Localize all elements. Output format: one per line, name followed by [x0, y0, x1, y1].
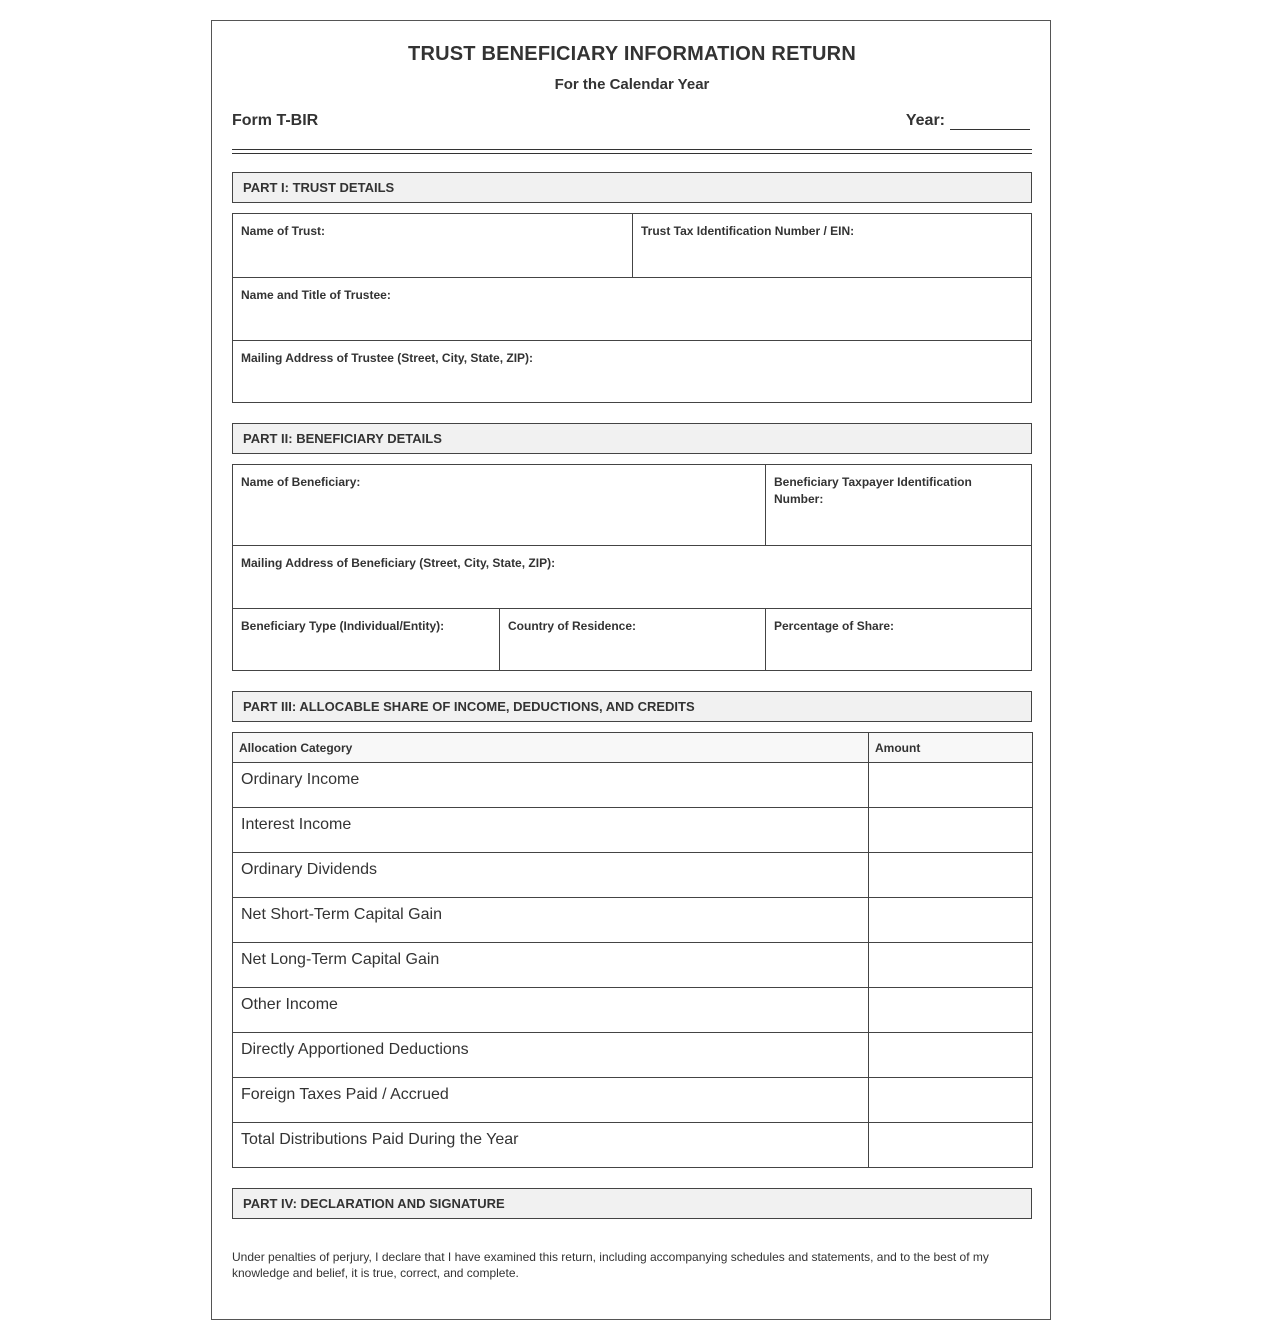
declaration-text: Under penalties of perjury, I declare that I have examined this return, including accompanying schedules and statements, and to the best of my knowledge and belief, it is true, correct, and complete. — [232, 1250, 989, 1280]
amount-cell[interactable] — [869, 808, 1033, 853]
allocation-category: Directly Apportioned Deductions — [233, 1033, 869, 1078]
allocation-category: Total Distributions Paid During the Year — [233, 1123, 869, 1168]
trustee-name-field[interactable] — [233, 278, 1031, 340]
form-page — [211, 20, 1051, 1320]
share-percentage-field[interactable] — [765, 609, 1031, 670]
part1-row — [233, 340, 1031, 402]
beneficiary-tin-label: Beneficiary Taxpayer Identification Number: — [774, 475, 972, 506]
part1-row — [233, 214, 1031, 277]
allocation-category: Net Short-Term Capital Gain — [233, 898, 869, 943]
trust-ein-field[interactable] — [632, 214, 1031, 277]
year-field — [906, 112, 1030, 130]
part3-heading: PART III: ALLOCABLE SHARE OF INCOME, DEDUCTIONS, AND CREDITS — [232, 691, 1032, 722]
part2-heading: PART II: BENEFICIARY DETAILS — [232, 423, 1032, 454]
part2-row — [233, 608, 1031, 670]
beneficiary-address-field[interactable] — [233, 546, 1031, 608]
amount-cell[interactable] — [869, 898, 1033, 943]
beneficiary-address-label: Mailing Address of Beneficiary (Street, City, State, ZIP): — [241, 556, 556, 570]
amount-cell[interactable] — [869, 763, 1033, 808]
table-row — [233, 898, 1033, 943]
part2-row — [233, 465, 1031, 545]
table-row — [233, 808, 1033, 853]
table-row — [233, 853, 1033, 898]
table-row — [233, 1123, 1033, 1168]
table-row — [233, 1033, 1033, 1078]
allocation-category: Interest Income — [233, 808, 869, 853]
beneficiary-name-field[interactable] — [233, 465, 765, 545]
beneficiary-type-label: Beneficiary Type (Individual/Entity): — [241, 619, 445, 633]
amount-cell[interactable] — [869, 943, 1033, 988]
amount-cell[interactable] — [869, 1123, 1033, 1168]
form-title: TRUST BENEFICIARY INFORMATION RETURN — [408, 43, 856, 65]
form-subtitle: For the Calendar Year — [554, 76, 710, 93]
part2-grid — [232, 464, 1032, 671]
table-row — [233, 988, 1033, 1033]
part4-heading: PART IV: DECLARATION AND SIGNATURE — [232, 1188, 1032, 1219]
trustee-name-label: Name and Title of Trustee: — [241, 288, 391, 302]
amount-cell[interactable] — [869, 1078, 1033, 1123]
allocation-table — [232, 732, 1033, 1168]
country-label: Country of Residence: — [508, 619, 637, 633]
allocation-category: Ordinary Income — [233, 763, 869, 808]
table-row — [233, 943, 1033, 988]
trustee-address-field[interactable] — [233, 341, 1031, 402]
trust-name-field[interactable] — [233, 214, 632, 277]
trust-ein-label: Trust Tax Identification Number / EIN: — [641, 224, 855, 238]
table-header-row — [233, 733, 1033, 763]
trust-name-label: Name of Trust: — [241, 224, 326, 238]
allocation-category: Net Long-Term Capital Gain — [233, 943, 869, 988]
table-row — [233, 763, 1033, 808]
country-field[interactable] — [499, 609, 765, 670]
allocation-category: Foreign Taxes Paid / Accrued — [233, 1078, 869, 1123]
form-id: Form T-BIR — [232, 112, 319, 129]
amount-cell[interactable] — [869, 988, 1033, 1033]
year-label: Year: — [905, 112, 945, 129]
column-header: Amount — [869, 733, 1033, 763]
table-row — [233, 1078, 1033, 1123]
beneficiary-type-field[interactable] — [233, 609, 499, 670]
column-header: Allocation Category — [233, 733, 869, 763]
allocation-category: Ordinary Dividends — [233, 853, 869, 898]
beneficiary-tin-field[interactable] — [765, 465, 1031, 545]
part2-row — [233, 545, 1031, 608]
trustee-address-label: Mailing Address of Trustee (Street, City, State, ZIP): — [241, 351, 534, 365]
year-input-line[interactable] — [950, 115, 1030, 130]
share-percentage-label: Percentage of Share: — [774, 619, 895, 633]
part1-grid — [232, 213, 1032, 403]
part1-row — [233, 277, 1031, 340]
part1-heading: PART I: TRUST DETAILS — [232, 172, 1032, 203]
allocation-category: Other Income — [233, 988, 869, 1033]
amount-cell[interactable] — [869, 1033, 1033, 1078]
beneficiary-name-label: Name of Beneficiary: — [241, 475, 361, 489]
header-divider — [232, 149, 1032, 154]
amount-cell[interactable] — [869, 853, 1033, 898]
